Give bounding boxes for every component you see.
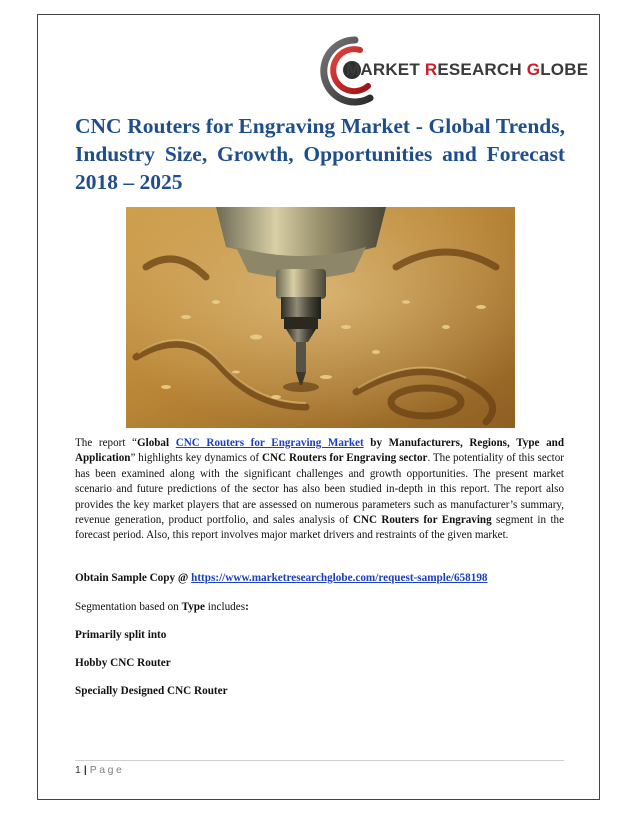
cnc-router-photo [126,207,515,428]
segmentation-heading: Segmentation based on Type includes: [75,601,249,613]
page-footer: 1 | Page [75,764,125,776]
intro-paragraph: The report “Global CNC Routers for Engraving Market by Manufacturers, Regions, Type and Application” highlights key dynamics of CNC Routers for Engraving sector. The potentiality of this sector has been examined along with the significant challenges and growth opportunities. The present market scenario and future predictions of the sector has also been studied in-depth in this report. The report also provides the key market players that are assessed on numerous parameters such as manufacturer’s summary, revenue generation, product portfolio, and sales analysis of CNC Routers for Engraving segment in the forecast period. Also, this report involves major market drivers and restraints of the given market. [75,437,565,542]
footer-divider [75,760,564,761]
page-label: Page [89,764,125,776]
primarily-split-label: Primarily split into [75,629,167,641]
sample-copy-line: Obtain Sample Copy @ https://www.marketresearchglobe.com/request-sample/658198 [75,572,488,584]
page-number: 1 [75,764,81,776]
sample-request-link[interactable]: https://www.marketresearchglobe.com/request-sample/658198 [191,572,488,584]
market-report-link[interactable]: CNC Routers for Engraving Market [175,437,364,449]
document-title: CNC Routers for Engraving Market - Global Trends, Industry Size, Growth, Opportunities and Forecast 2018 – 2025 [75,114,565,194]
logo-wordmark: MARKET RESEARCH GLOBE [346,60,589,79]
segment-item: Hobby CNC Router [75,657,171,669]
segment-item: Specially Designed CNC Router [75,685,228,697]
